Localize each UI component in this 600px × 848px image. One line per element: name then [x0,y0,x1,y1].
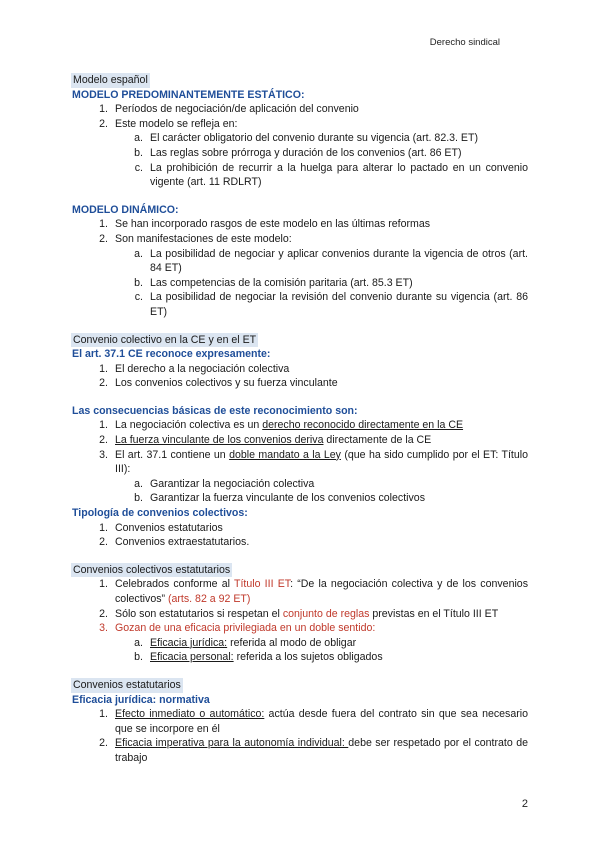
section-heading: Las consecuencias básicas de este reconocimiento son: [72,404,358,417]
sub-list-item: a. El carácter obligatorio del convenio durante su vigencia (art. 82.3. ET) [134,132,478,145]
section-title: Convenios estatutarios [73,678,181,691]
list-item: 1. El derecho a la negociación colectiva [99,362,290,375]
page-content [72,73,528,766]
list-item: 2. Eficacia imperativa para la autonomía individual: debe ser respetado por el contrato de trabajo [99,737,528,764]
list-item: 3. El art. 37.1 contiene un doble mandato a la Ley (que ha sido cumplido por el ET: Título III): [99,448,529,476]
list-item: 2. Los convenios colectivos y su fuerza vinculante [99,377,338,390]
section-heading: MODELO PREDOMINANTEMENTE ESTÁTICO: [72,88,305,101]
section-heading: MODELO DINÁMICO: [72,203,179,216]
list-item: 2. Convenios extraestatutarios. [99,536,250,549]
list-item: 1. Se han incorporado rasgos de este modelo en las últimas reformas [99,218,431,231]
sub-list-item: b. Garantizar la fuerza vinculante de los convenios colectivos [134,492,425,505]
list-item: 1. La negociación colectiva es un derecho reconocido directamente en la CE [99,419,464,432]
list-item: 2. La fuerza vinculante de los convenios deriva directamente de la CE [99,434,432,447]
sub-list-item: b. Las competencias de la comisión paritaria (art. 85.3 ET) [134,276,413,289]
sub-list-item: c. La posibilidad de negociar la revisión del convenio durante su vigencia (art. 86 ET) [134,291,528,318]
list-item: 2. Este modelo se refleja en: [99,117,238,130]
running-header: Derecho sindical [429,37,500,48]
list-item: 1. Períodos de negociación/de aplicación del convenio [99,103,359,116]
section-title: Modelo español [73,74,148,86]
sub-list-item: c. La prohibición de recurrir a la huelga para alterar lo pactado en un convenio vigente (art. 11 RDLRT) [134,161,528,189]
list-item: 1. Celebrados conforme al Título III ET: “De la negociación colectiva y de los convenios colectivos” (arts. 82 a 92 ET) [99,578,528,605]
section-title: Convenios colectivos estatutarios [73,563,231,576]
sub-list-item: b. Las reglas sobre prórroga y duración de los convenios (art. 86 ET) [134,146,462,159]
sub-list-item: a. Eficacia jurídica: referida al modo de obligar [134,636,357,649]
section-title: Convenio colectivo en la CE y en el ET [73,333,257,346]
section-heading: El art. 37.1 CE reconoce expresamente: [72,348,271,361]
sub-list-item: a. Garantizar la negociación colectiva [134,477,315,490]
sub-list-item: b. Eficacia personal: referida a los sujetos obligados [134,651,383,664]
list-item: 1. Efecto inmediato o automático: actúa desde fuera del contrato sin que sea necesario que se incorpore en él [99,708,529,735]
list-item: 3. Gozan de una eficacia privilegiada en un doble sentido: [99,622,376,635]
page-number: 2 [521,798,528,810]
sub-list-item: a. La posibilidad de negociar y aplicar convenios durante la vigencia de otros (art. 84 ET) [134,247,528,275]
list-item: 2. Sólo son estatutarios si respetan el conjunto de reglas previstas en el Título III ET [99,607,499,620]
section-heading: Eficacia jurídica: normativa [72,693,210,706]
list-item: 1. Convenios estatutarios [99,521,223,534]
list-item: 2. Son manifestaciones de este modelo: [99,232,292,245]
section-heading: Tipología de convenios colectivos: [72,507,248,520]
